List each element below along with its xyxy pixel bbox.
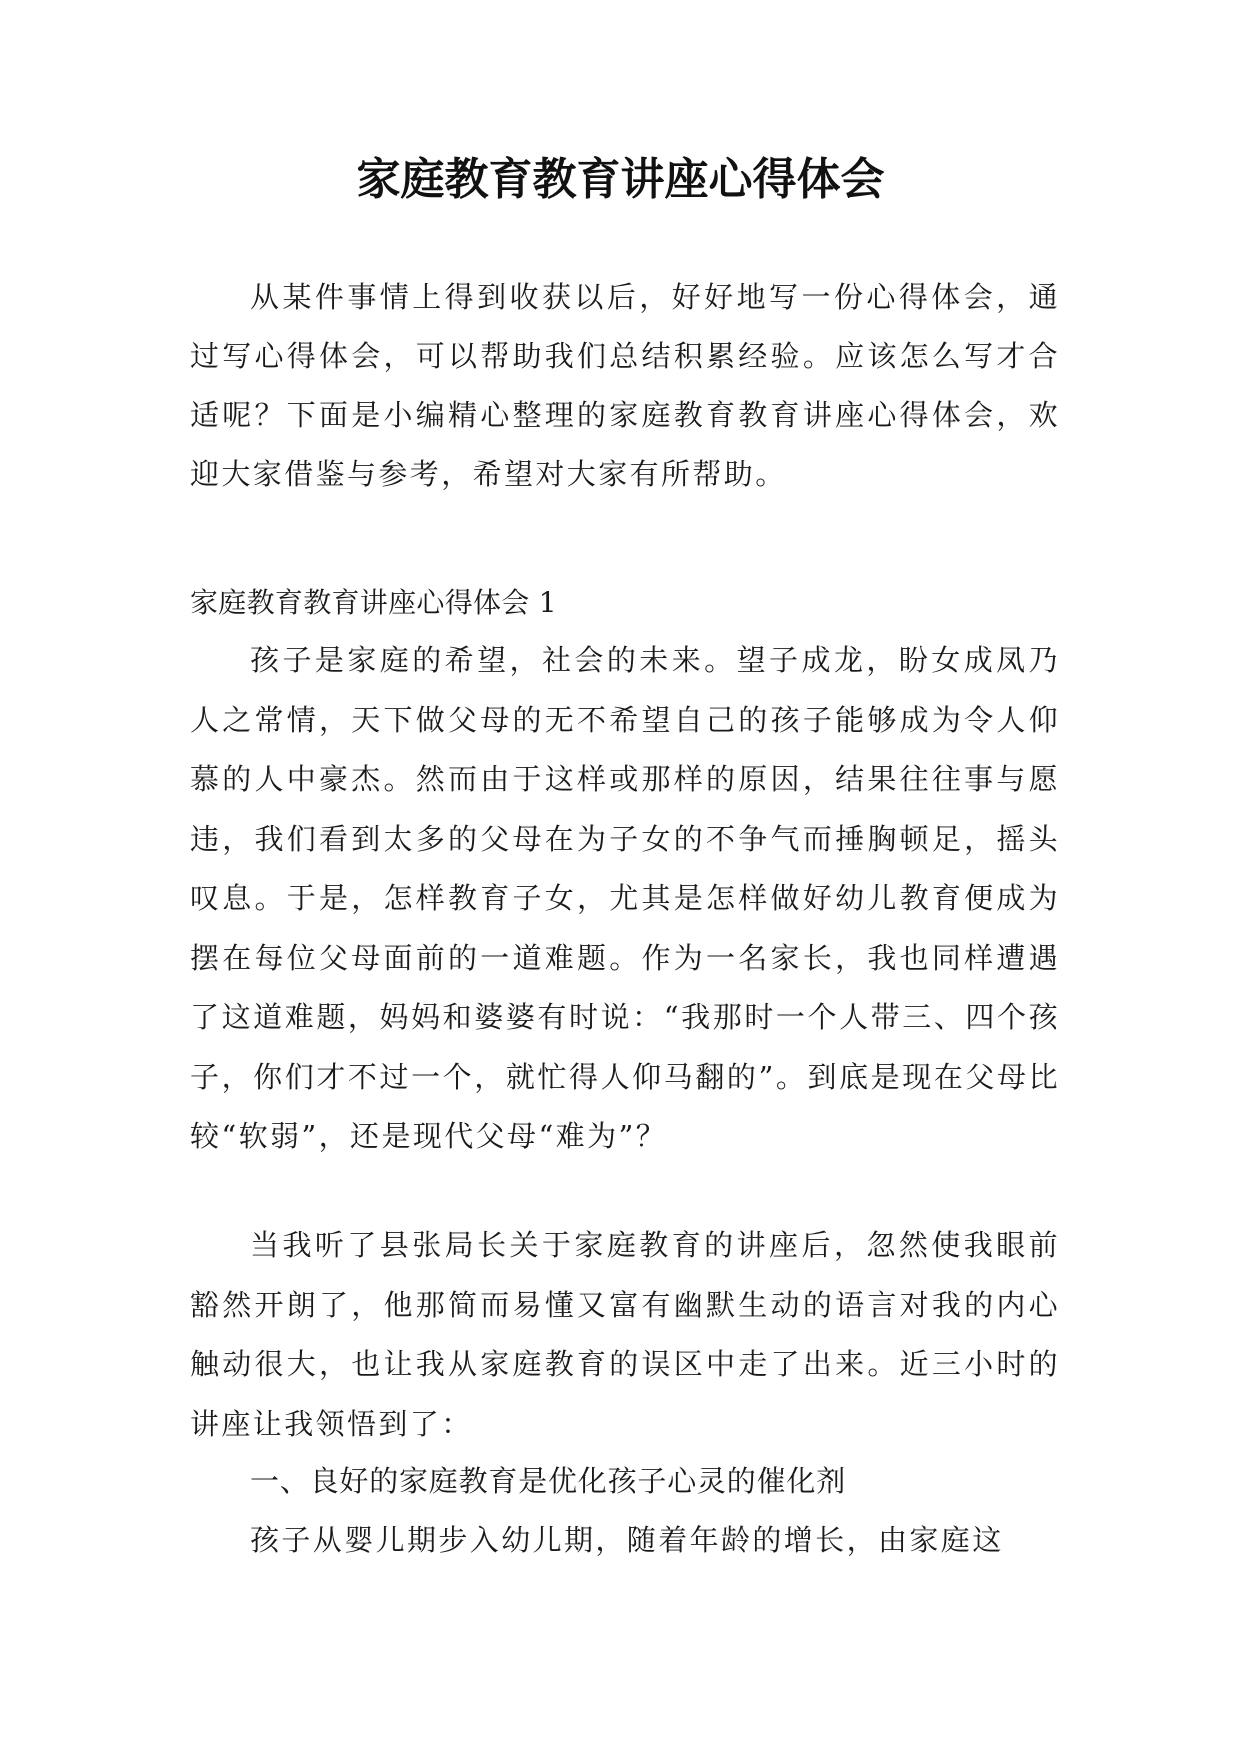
intro-paragraph: 从某件事情上得到收获以后，好好地写一份心得体会，通过写心得体会，可以帮助我们总结积累经验。应该怎么写才合适呢？下面是小编精心整理的家庭教育教育讲座心得体会，欢迎大家借鉴与参考，希望对大家有所帮助。 (190, 280, 1060, 491)
section-heading: 家庭教育教育讲座心得体会 1 (190, 586, 557, 619)
body-paragraph-3: 孩子从婴儿期步入幼儿期，随着年龄的增长，由家庭这 (250, 1523, 1004, 1557)
body-paragraph-2: 当我听了县张局长关于家庭教育的讲座后，忽然使我眼前豁然开朗了，他那简而易懂又富有幽默生动的语言对我的内心触动很大，也让我从家庭教育的误区中走了出来。近三小时的讲座让我领悟到了： (190, 1228, 1060, 1441)
body-paragraph-1: 孩子是家庭的希望，社会的未来。望子成龙，盼女成凤乃人之常情，天下做父母的无不希望自己的孩子能够成为令人仰慕的人中豪杰。然而由于这样或那样的原因，结果往往事与愿违，我们看到太多的父母在为子女的不争气而捶胸顿足，摇头叹息。于是，怎样教育子女，尤其是怎样做好幼儿教育便成为摆在每位父母面前的一道难题。作为一名家长，我也同样遭遇了这道难题，妈妈和婆婆有时说：“我那时一个人带三、四个孩子，你们才不过一个，就忙得人仰马翻的”。到底是现在父母比较“软弱”，还是现代父母“难为”？ (190, 643, 1060, 1153)
subheading-paragraph: 一、良好的家庭教育是优化孩子心灵的催化剂 (250, 1464, 847, 1498)
document-title: 家庭教育教育讲座心得体会 (356, 154, 885, 205)
